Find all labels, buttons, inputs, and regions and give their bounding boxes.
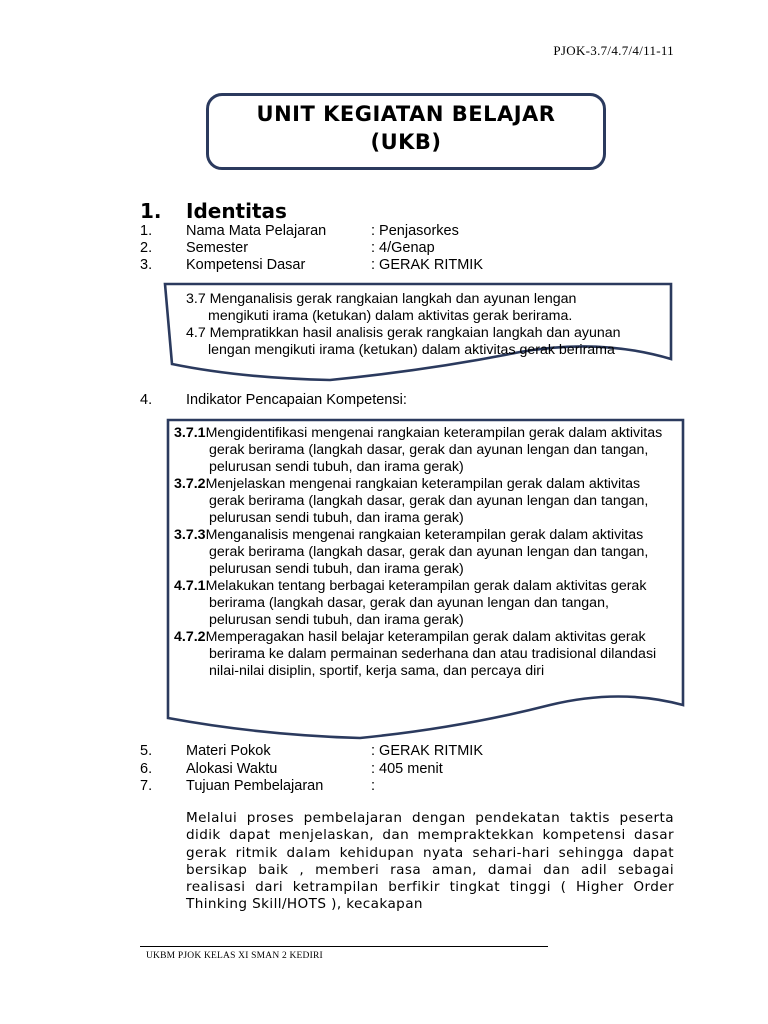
indicator-code: 3.7.2 — [174, 476, 206, 492]
indicator-code: 4.7.2 — [174, 629, 206, 645]
identity-label-6: Alokasi Waktu — [186, 761, 278, 777]
identity-num-7: 7. — [140, 778, 153, 794]
indicator-text: Melakukan tentang berbagai keterampilan gerak dalam aktivitas gerak berirama (langkah dasar, gerak dan ayunan lengan dan tangan, pelurusan sendi tubuh, dan irama gerak) — [205, 578, 647, 628]
indicator-text: Memperagakan hasil belajar keterampilan gerak dalam aktivitas gerak berirama ke dalam permainan sederhana dan atau tradisional dilandasi nilai-nilai disiplin, sportif, kerja sama, dan percaya diri — [205, 629, 657, 679]
identity-value-7: : — [371, 778, 376, 794]
kd-line-1: 3.7 Menganalisis gerak rangkaian langkah dan ayunan lengan — [186, 291, 577, 307]
title-line-1: UNIT KEGIATAN BELAJAR — [256, 102, 556, 126]
indicator-text: Menganalisis mengenai rangkaian keterampilan gerak dalam aktivitas gerak berirama (langkah dasar, gerak dan ayunan lengan dan tangan, pelurusan sendi tubuh, dan irama gerak) — [205, 527, 649, 577]
document-code: PJOK-3.7/4.7/4/11-11 — [553, 43, 674, 58]
identity-value-2: : 4/Genap — [371, 240, 435, 256]
footer-text: UKBM PJOK KELAS XI SMAN 2 KEDIRI — [146, 951, 323, 961]
section-heading: Identitas — [186, 199, 287, 223]
identity-label-2: Semester — [186, 240, 249, 256]
identity-label-7: Tujuan Pembelajaran — [186, 778, 324, 794]
indicator-code: 4.7.1 — [174, 578, 206, 594]
indicator-code: 3.7.3 — [174, 527, 206, 543]
section-number: 1. — [140, 199, 162, 223]
identity-label-3: Kompetensi Dasar — [186, 257, 306, 273]
learning-objective-paragraph: Melalui proses pembelajaran dengan pendekatan taktis peserta didik dapat menjelaskan, dan mempraktekkan kompetensi dasar gerak ritmik dalam kehidupan nyata sehari-hari sehingga dapat bersikap baik , memberi rasa aman, damai dan adil sebagai realisasi dari ketrampilan berfikir tingkat tinggi ( Higher Order Thinking Skill/HOTS ), kecakapan — [186, 810, 674, 913]
indicator-item — [174, 476, 674, 527]
indicator-text: Mengidentifikasi mengenai rangkaian keterampilan gerak dalam aktivitas gerak berirama (langkah dasar, gerak dan ayunan lengan dan tangan, pelurusan sendi tubuh, dan irama gerak) — [205, 425, 663, 475]
identity-num-1: 1. — [140, 223, 153, 239]
identity-num-6: 6. — [140, 761, 153, 777]
kd-line-3: 4.7 Mempratikkan hasil analisis gerak rangkaian langkah dan ayunan — [186, 325, 621, 341]
indicator-text: Menjelaskan mengenai rangkaian keterampilan gerak dalam aktivitas gerak berirama (langkah dasar, gerak dan ayunan lengan dan tangan, pelurusan sendi tubuh, dan irama gerak) — [205, 476, 649, 526]
footer-divider — [140, 946, 548, 947]
identity-num-5: 5. — [140, 743, 153, 759]
title-line-2: (UKB) — [370, 130, 442, 154]
identity-value-5: : GERAK RITMIK — [371, 743, 483, 759]
indicator-heading: Indikator Pencapaian Kompetensi: — [186, 392, 407, 408]
identity-num-2: 2. — [140, 240, 153, 256]
identity-label-5: Materi Pokok — [186, 743, 271, 759]
indicator-item — [174, 527, 674, 578]
indicator-item — [174, 578, 674, 629]
kd-line-4: lengan mengikuti irama (ketukan) dalam aktivitas gerak berirama — [208, 342, 615, 358]
indicator-num: 4. — [140, 392, 153, 408]
indicator-item — [174, 629, 674, 680]
kd-line-2: mengikuti irama (ketukan) dalam aktivitas gerak berirama. — [208, 308, 573, 324]
indicator-item — [174, 425, 674, 476]
identity-label-1: Nama Mata Pelajaran — [186, 223, 327, 239]
identity-value-1: : Penjasorkes — [371, 223, 459, 239]
identity-value-6: : 405 menit — [371, 761, 443, 777]
indicator-list — [174, 425, 674, 680]
identity-value-3: : GERAK RITMIK — [371, 257, 483, 273]
indicator-code: 3.7.1 — [174, 425, 206, 441]
identity-num-3: 3. — [140, 257, 153, 273]
